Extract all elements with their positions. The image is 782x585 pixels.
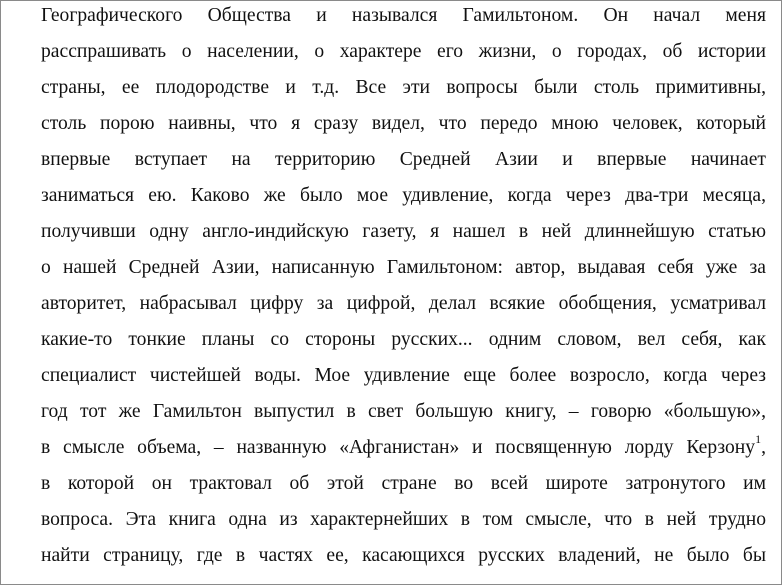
text-line: специалист чистейшей воды. Мое удивление еще более возросло, когда через <box>41 365 766 386</box>
text-line: в которой он трактовал об этой стране во всей широте затронутого им <box>41 473 766 494</box>
text-line: авторитет, набрасывал цифру за цифрой, делал всякие обобщения, усматривал <box>41 293 766 314</box>
text-line: получивши одну англо-индийскую газету, я нашел в ней длиннейшую статью <box>41 221 766 242</box>
text-line: вопроса. Эта книга одна из характернейших в том смысле, что в ней трудно <box>41 509 766 530</box>
footnote-marker[interactable]: 1 <box>755 432 762 447</box>
text-line-with-footnote: в смысле объема, – названную «Афганистан» и посвященную лорду Керзону$^1$, <box>41 432 766 458</box>
text-line: о нашей Средней Азии, написанную Гамильтоном: автор, выдавая себя уже за <box>41 257 766 278</box>
text-line: страны, ее плодородстве и т.д. Все эти вопросы были столь примитивны, <box>41 77 766 98</box>
text-line: впервые вступает на территорию Средней Азии и впервые начинает <box>41 149 766 170</box>
document-text <box>41 0 766 574</box>
text-line: Географического Общества и назывался Гамильтоном. Он начал меня <box>41 5 766 26</box>
text-line-content: в смысле объема, – названную «Афганистан» и посвященную лорду Керзону <box>41 437 756 458</box>
text-line: какие-то тонкие планы со стороны русских... одним словом, вел себя, как <box>41 329 766 350</box>
text-line: расспрашивать о населении, о характере его жизни, о городах, об истории <box>41 41 766 62</box>
text-line: заниматься ею. Каково же было мое удивление, когда через два-три месяца, <box>41 185 766 206</box>
text-line: найти страницу, где в частях ее, касающихся русских владений, не было бы <box>41 545 766 566</box>
text-line: год тот же Гамильтон выпустил в свет большую книгу, – говорю «большую», <box>41 401 766 422</box>
text-line: столь порою наивны, что я сразу видел, что передо мною человек, который <box>41 113 766 134</box>
